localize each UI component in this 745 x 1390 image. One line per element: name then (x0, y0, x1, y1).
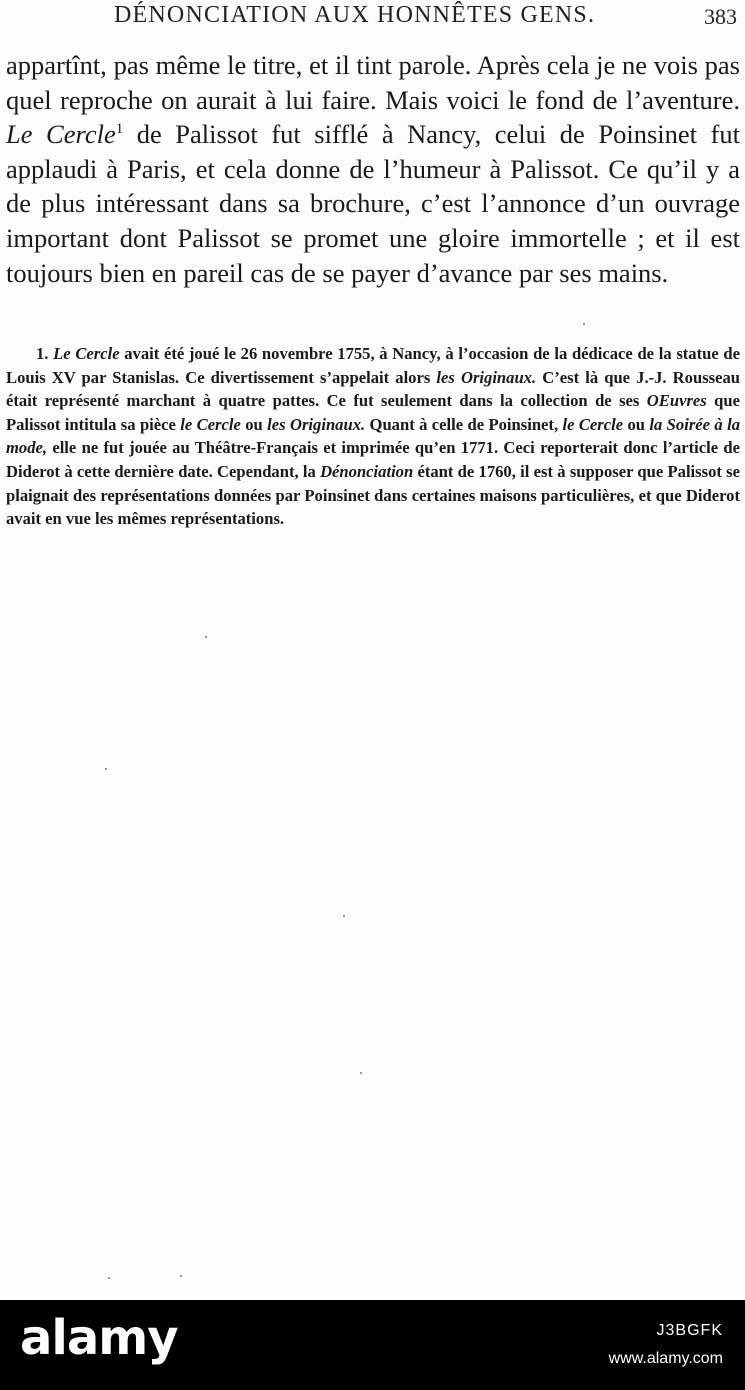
main-paragraph (6, 48, 740, 290)
footnote-italic-2: les Originaux. (436, 367, 537, 387)
footnote-text-2: C’est là que J.-J. Rousseau était représenté marchant à quatre pattes. Ce fut seulement dans la collection de ses (6, 367, 740, 411)
footnote-text-5: Quant à celle de Poinsinet, (365, 414, 563, 434)
footnote-text-3: que Palissot intitula sa pièce (6, 391, 740, 434)
footnote-text-1: avait été joué le 26 novembre 1755, à Nancy, à l’occasion de la dédicace de la statue de Louis XV par Stanislas. Ce divertissement s’appelait alors (6, 344, 740, 387)
footnote-reference: 1 (115, 121, 124, 138)
footnote-italic-7: la Soirée à la mode, (6, 414, 740, 458)
alamy-logo: alamy (20, 1310, 178, 1366)
page-number: 383 (704, 4, 737, 29)
body-text-part-2: de Palissot fut sifflé à Nancy, celui de Poinsinet fut applaudi à Paris, et cela donne de l’humeur à Palissot. Ce qu’il y a de plus intéressant dans sa brochure, c’est l’annonce d’un ouvrage important dont Palissot se promet une gloire immortelle ; et il est toujours bien en pareil cas de se payer d’avance par ses mains. (6, 119, 740, 288)
footnote-text-8: étant de 1760, il est à supposer que Palissot se plaignait des représentations données par Poinsinet dans certaines maisons particulières, et que Diderot avait en vue les mêmes représentations. (6, 461, 740, 529)
footnote-italic-1: Le Cercle (53, 344, 120, 363)
work-title-le-cercle: Le Cercle (6, 119, 116, 150)
site-url: www.alamy.com (608, 1350, 723, 1367)
footnote-italic-5: les Originaux. (267, 414, 366, 434)
running-head (0, 2, 745, 32)
footnote-text-4: ou (240, 414, 268, 434)
footnote-italic-3: OEuvres (646, 391, 707, 411)
footnote-italic-8: Dénonciation (320, 461, 414, 481)
image-id: J3BGFK (656, 1322, 723, 1339)
running-title: DÉNONCIATION AUX HONNÊTES GENS. (114, 2, 596, 28)
body-text-part-1: appartînt, pas même le titre, et il tint parole. Après cela je ne vois pas quel reproche on aurait à lui faire. Mais voici le fond de l’aventure. (6, 50, 740, 115)
footnote (6, 342, 740, 531)
footnote-text-6: ou (623, 414, 650, 434)
footnote-italic-6: le Cercle (562, 414, 624, 434)
footnote-italic-4: le Cercle (180, 414, 241, 434)
footnote-number: 1. (36, 344, 54, 363)
footnote-text-7: elle ne fut jouée au Théâtre-Français et imprimée qu’en 1771. Ceci reporterait donc l’article de Diderot à cette dernière date. Cependant, la (6, 438, 740, 481)
